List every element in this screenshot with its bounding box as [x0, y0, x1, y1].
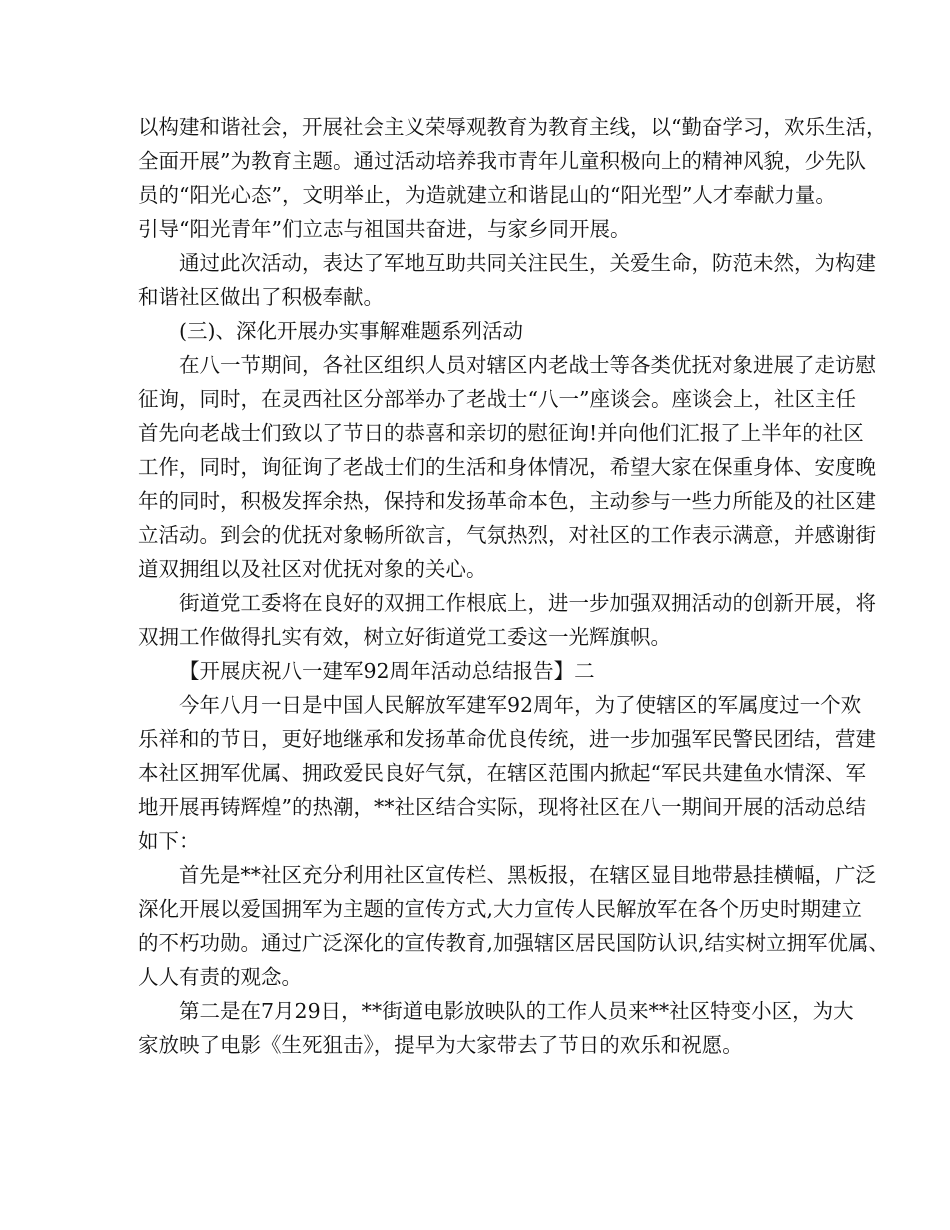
text-line: 街道党工委将在良好的双拥工作根底上，进一步加强双拥活动的创新开展，将 [179, 591, 876, 615]
text-line: 今年八月一日是中国人民解放军建军92周年，为了使辖区的军属度过一个欢 [179, 693, 862, 717]
text-line: 年的同时，积极发挥余热，保持和发扬革命本色，主动参与一些力所能及的社区建 [138, 489, 876, 513]
text-line: 员的“阳光心态”，文明举止，为造就建立和谐昆山的“阳光型”人才奉献力量。 [138, 183, 836, 207]
report-title: 【开展庆祝八一建军92周年活动总结报告】二 [179, 659, 595, 683]
text-line: 在八一节期间，各社区组织人员对辖区内老战士等各类优抚对象进展了走访慰 [179, 353, 876, 377]
text-line: 地开展再铸辉煌”的热潮，**社区结合实际，现将社区在八一期间开展的活动总结 [138, 795, 866, 819]
text-line: 工作，同时，询征询了老战士们的生活和身体情况，希望大家在保重身体、安度晚 [138, 455, 876, 479]
text-line: 全面开展”为教育主题。通过活动培养我市青年儿童积极向上的精神风貌，少先队 [138, 149, 866, 173]
text-line: 引导“阳光青年”们立志与祖国共奋进，与家乡同开展。 [138, 217, 631, 241]
section-heading: (三)、深化开展办实事解难题系列活动 [179, 319, 523, 343]
text-line: 的不朽功勋。通过广泛深化的宣传教育,加强辖区居民国防认识,结实树立拥军优属、 [138, 931, 890, 955]
text-line: 立活动。到会的优抚对象畅所欲言，气氛热烈，对社区的工作表示满意，并感谢街 [138, 523, 876, 547]
text-line: 道双拥组以及社区对优抚对象的关心。 [138, 557, 487, 581]
text-line: 首先是**社区充分利用社区宣传栏、黑板报，在辖区显目地带悬挂横幅，广泛 [179, 863, 876, 887]
text-line: 征询，同时，在灵西社区分部举办了老战士“八一”座谈会。座谈会上，社区主任 [138, 387, 856, 411]
text-line: 通过此次活动，表达了军地互助共同关注民生，关爱生命，防范未然，为构建 [179, 251, 876, 275]
text-line: 首先向老战士们致以了节日的恭喜和亲切的慰征询!并向他们汇报了上半年的社区 [138, 421, 864, 445]
text-line: 第二是在7月29日，**街道电影放映队的工作人员来**社区特变小区，为大 [179, 999, 854, 1023]
text-line: 以构建和谐社会，开展社会主义荣辱观教育为教育主线，以“勤奋学习，欢乐生活， [138, 115, 887, 139]
text-line: 如下： [138, 829, 200, 853]
text-line: 乐祥和的节日，更好地继承和发扬革命优良传统，进一步加强军民警民团结，营建 [138, 727, 876, 751]
text-line: 家放映了电影《生死狙击》，提早为大家带去了节日的欢乐和祝愿。 [138, 1033, 743, 1057]
text-line: 人人有责的观念。 [138, 965, 302, 989]
text-line: 本社区拥军优属、拥政爱民良好气氛，在辖区范围内掀起“军民共建鱼水情深、军 [138, 761, 866, 785]
document-page [138, 110, 890, 1062]
text-line: 和谐社区做出了积极奉献。 [138, 285, 384, 309]
text-line: 深化开展以爱国拥军为主题的宣传方式,大力宣传人民解放军在各个历史时期建立 [138, 897, 863, 921]
text-line: 双拥工作做得扎实有效，树立好街道党工委这一光辉旗帜。 [138, 625, 671, 649]
